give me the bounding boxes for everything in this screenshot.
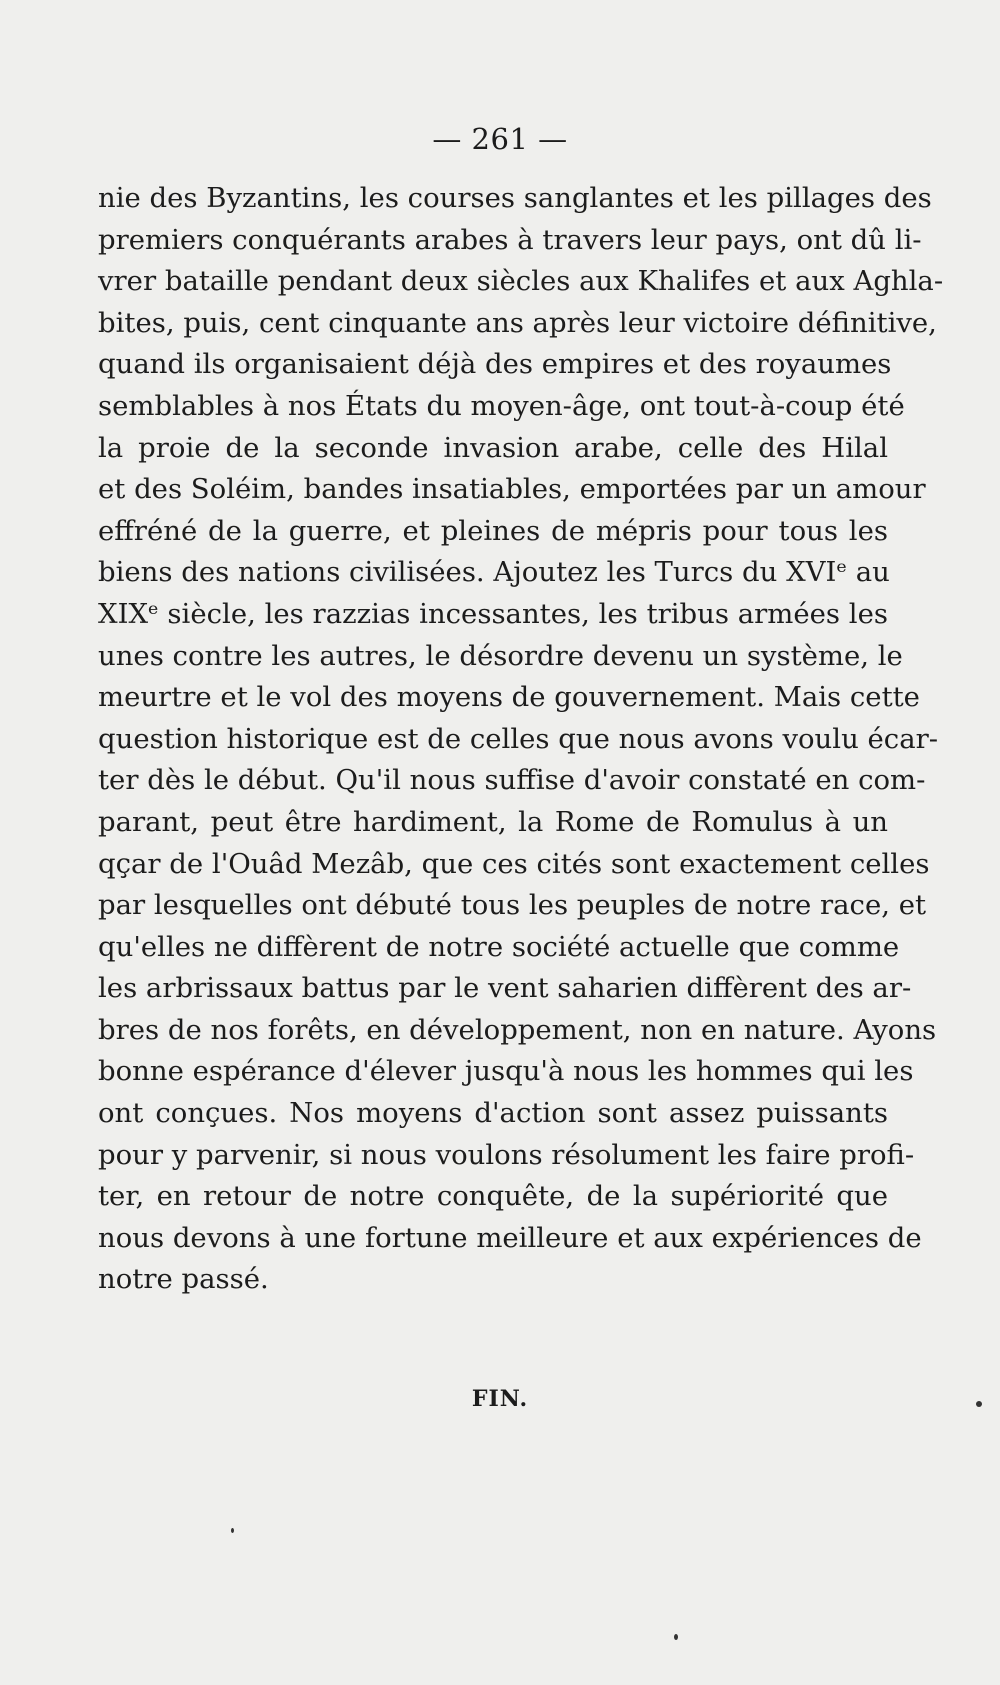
text-line: XIXᵉ siècle, les razzias incessantes, les tribus armées les <box>98 597 888 630</box>
text-line: nie des Byzantins, les courses sanglantes et les pillages des <box>98 182 932 214</box>
body-text <box>98 178 944 1301</box>
text-line: et des Soléim, bandes insatiables, emportées par un amour <box>98 473 926 506</box>
text-line: unes contre les autres, le désordre devenu un système, le <box>98 639 903 672</box>
text-line: notre passé. <box>98 1263 269 1296</box>
text-line: bonne espérance d'élever jusqu'à nous les hommes qui les <box>98 1055 914 1088</box>
text-line: pour y parvenir, si nous voulons résolument les faire profi- <box>98 1138 915 1171</box>
text-line: nous devons à une fortune meilleure et aux expériences de <box>98 1221 922 1254</box>
text-line: effréné de la guerre, et pleines de mépris pour tous les <box>98 514 888 547</box>
text-line: vrer bataille pendant deux siècles aux Khalifes et aux Aghla- <box>98 265 944 298</box>
text-line: premiers conquérants arabes à travers leur pays, ont dû li- <box>98 223 922 256</box>
ink-speck <box>231 1528 234 1533</box>
text-line: ont conçues. Nos moyens d'action sont assez puissants <box>98 1097 888 1130</box>
page-number: — 261 — <box>432 122 568 156</box>
text-line: la proie de la seconde invasion arabe, celle des Hilal <box>98 431 888 464</box>
text-line: parant, peut être hardiment, la Rome de Romulus à un <box>98 805 888 838</box>
text-line: ter dès le début. Qu'il nous suffise d'avoir constaté en com- <box>98 764 926 797</box>
ink-speck <box>674 1634 678 1640</box>
text-line: ter, en retour de notre conquête, de la supériorité que <box>98 1180 888 1213</box>
text-line: par lesquelles ont débuté tous les peuples de notre race, et <box>98 889 927 922</box>
text-line: les arbrissaux battus par le vent saharien diffèrent des ar- <box>98 972 912 1005</box>
text-line: question historique est de celles que nous avons voulu écar- <box>98 722 939 755</box>
text-line: bites, puis, cent cinquante ans après leur victoire définitive, <box>98 306 937 339</box>
text-line: qçar de l'Ouâd Mezâb, que ces cités sont exactement celles <box>98 847 930 880</box>
ink-speck <box>976 1401 982 1407</box>
text-line: bres de nos forêts, en développement, non en nature. Ayons <box>98 1013 937 1046</box>
text-line: meurtre et le vol des moyens de gouvernement. Mais cette <box>98 681 920 714</box>
text-line: semblables à nos États du moyen-âge, ont tout-à-coup été <box>98 389 905 422</box>
end-mark: FIN. <box>471 1386 529 1412</box>
text-line: quand ils organisaient déjà des empires et des royaumes <box>98 348 892 381</box>
text-line: biens des nations civilisées. Ajoutez les Turcs du XVIᵉ au <box>98 556 890 589</box>
text-line: qu'elles ne diffèrent de notre société actuelle que comme <box>98 930 900 963</box>
